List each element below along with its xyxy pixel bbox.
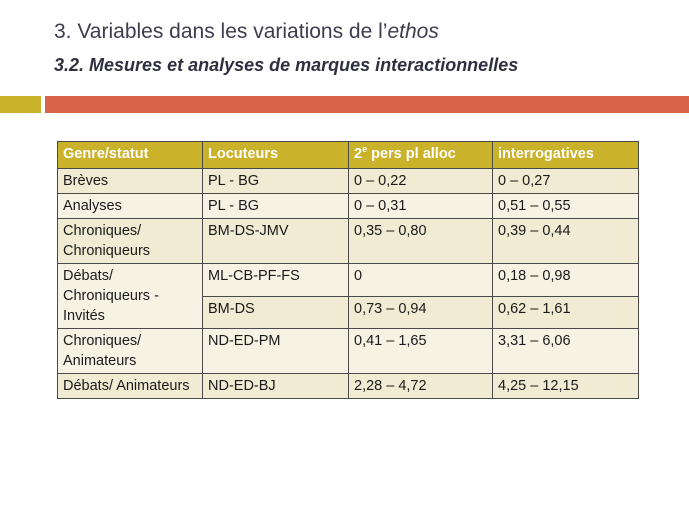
table-row [58, 169, 639, 194]
cell-locuteurs: ND-ED-BJ [203, 374, 349, 399]
slide-title-text: 3. Variables dans les variations de l’ [54, 20, 388, 43]
cell-genre: Débats/ Chroniqueurs -Invités [58, 264, 203, 329]
cell-genre: Chroniques/ Animateurs [58, 329, 203, 374]
cell-pers: 2,28 – 4,72 [349, 374, 493, 399]
cell-locuteurs: BM-DS [203, 296, 349, 329]
cell-interrogatives: 0,18 – 0,98 [493, 264, 639, 297]
cell-pers: 0 – 0,31 [349, 194, 493, 219]
cell-locuteurs: ND-ED-PM [203, 329, 349, 374]
table-header-row [58, 142, 639, 169]
header-interrogatives: interrogatives [493, 142, 639, 169]
cell-pers: 0 – 0,22 [349, 169, 493, 194]
accent-bar-gold [0, 96, 41, 113]
header-locuteurs: Locuteurs [203, 142, 349, 169]
cell-interrogatives: 3,31 – 6,06 [493, 329, 639, 374]
table-row [58, 194, 639, 219]
table-row [58, 374, 639, 399]
cell-genre: Analyses [58, 194, 203, 219]
header-pers-pl-alloc [349, 142, 493, 169]
cell-genre: Brèves [58, 169, 203, 194]
cell-pers: 0,73 – 0,94 [349, 296, 493, 329]
header-pers-superscript: e [362, 144, 368, 155]
cell-genre: Débats/ Animateurs [58, 374, 203, 399]
cell-interrogatives: 0 – 0,27 [493, 169, 639, 194]
cell-locuteurs: PL - BG [203, 194, 349, 219]
accent-bar-red [45, 96, 689, 113]
table-row [58, 219, 639, 264]
slide-subtitle: 3.2. Mesures et analyses de marques interactionnelles [54, 55, 519, 75]
cell-interrogatives: 0,39 – 0,44 [493, 219, 639, 264]
cell-locuteurs: PL - BG [203, 169, 349, 194]
cell-interrogatives: 4,25 – 12,15 [493, 374, 639, 399]
cell-interrogatives: 0,62 – 1,61 [493, 296, 639, 329]
cell-pers: 0,41 – 1,65 [349, 329, 493, 374]
slide-title [54, 20, 439, 44]
cell-locuteurs: BM-DS-JMV [203, 219, 349, 264]
cell-pers: 0 [349, 264, 493, 297]
header-pers-text: pers pl alloc [367, 146, 456, 162]
table-row [58, 264, 639, 297]
cell-pers: 0,35 – 0,80 [349, 219, 493, 264]
cell-genre: Chroniques/ Chroniqueurs [58, 219, 203, 264]
cell-locuteurs: ML-CB-PF-FS [203, 264, 349, 297]
slide-title-italic: ethos [387, 20, 439, 43]
data-table [57, 141, 639, 399]
cell-interrogatives: 0,51 – 0,55 [493, 194, 639, 219]
header-pers-number: 2 [354, 146, 363, 162]
table-row [58, 329, 639, 374]
header-genre: Genre/statut [58, 142, 203, 169]
